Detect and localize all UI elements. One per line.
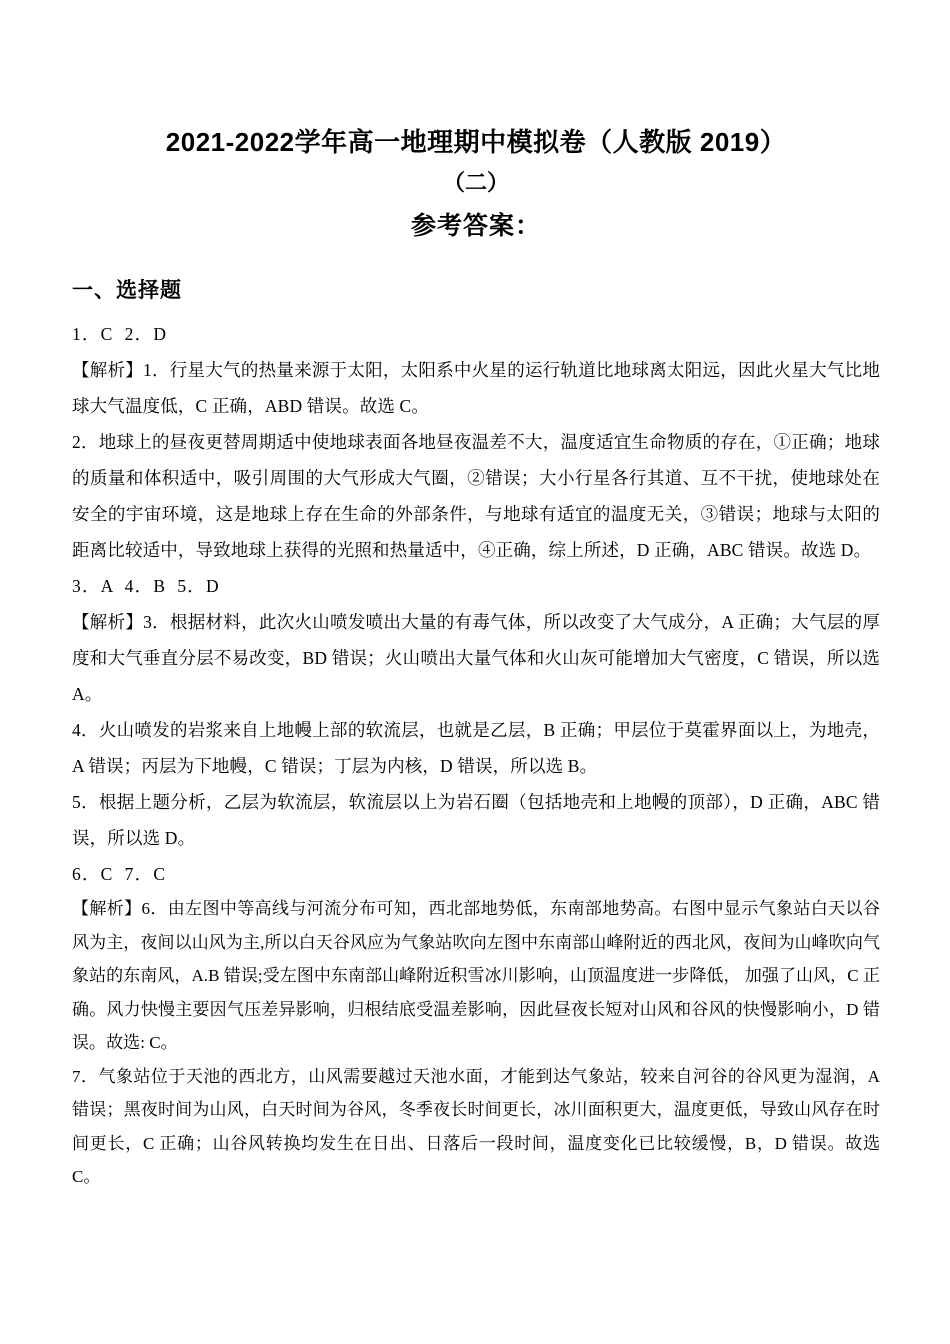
explanation-paragraph: 7．气象站位于天池的西北方，山风需要越过天池水面，才能到达气象站，较来自河谷的谷风更为湿润，A 错误；黑夜时间为山风，白天时间为谷风，冬季夜长时间更长，冰川面积更大，温度更低，导致山风存在时间更长，C 正确；山谷风转换均发生在日出、日落后一段时间，温度变化已比较缓慢，B，D 错误。故选 C。 (72, 1066, 880, 1186)
answer-key-heading: 参考答案： (410, 212, 541, 240)
document-subtitle: （二） (442, 170, 509, 195)
explanation-paragraph: 【解析】3．根据材料，此次火山喷发喷出大量的有毒气体，所以改变了大气成分，A 正确；大气层的厚度和大气垂直分层不易改变，BD 错误；火山喷出大量气体和火山灰可能增加大气密度，C 错误，所以选 A。 (72, 612, 880, 704)
section (72, 246, 880, 1194)
section-heading: 一、选择题 (72, 279, 182, 302)
sections-container (72, 246, 880, 1194)
explanation-paragraph: 4．火山喷发的岩浆来自上地幔上部的软流层，也就是乙层，B 正确；甲层位于莫霍界面以上，为地壳，A 错误；丙层为下地幔，C 错误；丁层为内核，D 错误，所以选 B。 (72, 720, 880, 776)
document-title: 2021-2022学年高一地理期中模拟卷（人教版 2019） (165, 127, 787, 157)
answer-key-line: 3．A 4．B 5．D (72, 576, 220, 596)
explanation-paragraph: 【解析】1．行星大气的热量来源于太阳，太阳系中火星的运行轨道比地球离太阳远，因此火星大气比地球大气温度低，C 正确，ABD 错误。故选 C。 (72, 360, 880, 416)
explanation-paragraph: 【解析】6．由左图中等高线与河流分布可知，西北部地势低，东南部地势高。右图中显示气象站白天以谷风为主，夜间以山风为主,所以白天谷风应为气象站吹向左图中东南部山峰附近的西北风，夜间为山峰吹向气象站的东南风，A.B 错误;受左图中东南部山峰附近积雪冰川影响，山顶温度进一步降低， 加强了山风，C 正确。风力快慢主要因气压差异影响，归根结底受温差影响，因此昼夜长短对山风和谷风的快慢影响小，D 错误。故选: C。 (72, 899, 880, 1052)
explanation-paragraph: 2．地球上的昼夜更替周期适中使地球表面各地昼夜温差不大，温度适宜生命物质的存在，①正确；地球的质量和体积适中，吸引周围的大气形成大气圈，②错误；大小行星各行其道、互不干扰，使地球处在安全的宇宙环境，这是地球上存在生命的外部条件，与地球有适宜的温度无关，③错误；地球与太阳的距离比较适中，导致地球上获得的光照和热量适中，④正确，综上所述，D 正确，ABC 错误。故选 D。 (72, 432, 880, 560)
answer-key-line: 1．C 2．D (72, 324, 168, 344)
answer-key-line: 6．C 7．C (72, 864, 167, 884)
explanation-paragraph: 5．根据上题分析，乙层为软流层，软流层以上为岩石圈（包括地壳和上地幔的顶部），D 正确，ABC 错误，所以选 D。 (72, 792, 880, 848)
document-content (72, 0, 880, 1194)
